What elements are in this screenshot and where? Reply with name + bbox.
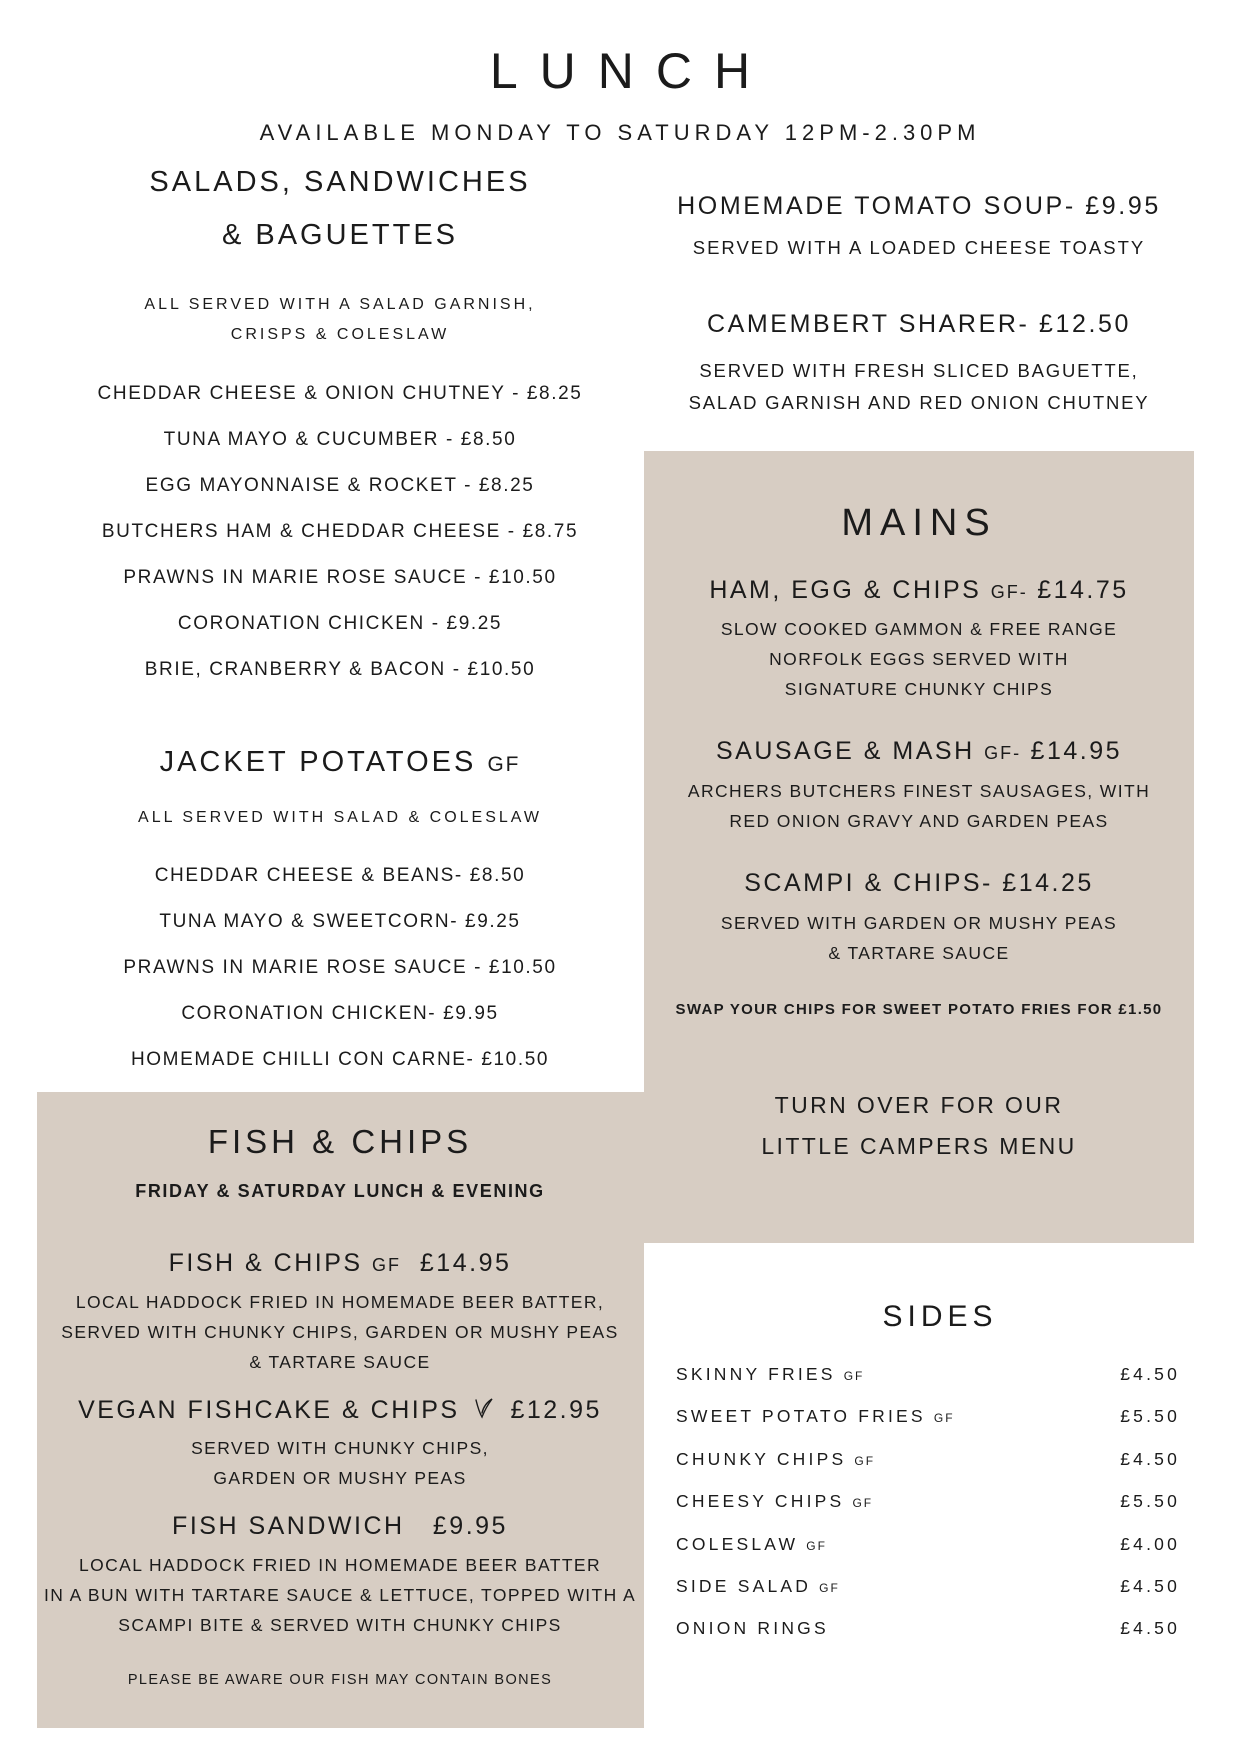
- main-dish-name: SAUSAGE & MASH: [715, 737, 975, 765]
- desc-line: ARCHERS BUTCHERS FINEST SAUSAGES, WITH: [687, 781, 1151, 801]
- sandwiches-note: [36, 290, 644, 351]
- jacket-heading: [36, 747, 644, 779]
- fish-dish-price: £14.95: [419, 1249, 512, 1277]
- desc-line: SCAMPI BITE & SERVED WITH CHUNKY CHIPS: [118, 1615, 562, 1636]
- gf-tag: GF-: [984, 743, 1022, 763]
- side-price: £4.50: [1120, 1618, 1180, 1638]
- main-dish-title: [644, 577, 1194, 605]
- sandwich-item: PRAWNS IN MARIE ROSE SAUCE - £10.50: [123, 567, 557, 588]
- desc-line: GARDEN OR MUSHY PEAS: [213, 1468, 467, 1489]
- jacket-item: HOMEMADE CHILLI CON CARNE- £10.50: [130, 1049, 550, 1070]
- fish-dish-title: [36, 1250, 644, 1278]
- side-item: [676, 1576, 1180, 1597]
- fish-dish-title: [36, 1396, 644, 1427]
- side-item: [676, 1364, 1180, 1385]
- main-dish-title: [644, 870, 1194, 898]
- side-item: [676, 1618, 1180, 1639]
- bones-note: PLEASE BE AWARE OUR FISH MAY CONTAIN BONES: [127, 1672, 553, 1688]
- main-dish-desc: [644, 614, 1194, 704]
- desc-line: SLOW COOKED GAMMON & FREE RANGE: [720, 619, 1118, 639]
- gf-tag: GF: [852, 1496, 874, 1510]
- fish-availability: FRIDAY & SATURDAY LUNCH & EVENING: [135, 1181, 545, 1201]
- availability-text: AVAILABLE MONDAY TO SATURDAY 12PM-2.30PM: [259, 120, 981, 145]
- side-name: SWEET POTATO FRIES: [676, 1406, 926, 1426]
- fish-dish-title: [36, 1513, 644, 1541]
- main-dish-price: £14.75: [1037, 576, 1129, 604]
- gf-tag: GF: [854, 1454, 876, 1468]
- fish-dish-price: £12.95: [510, 1395, 602, 1424]
- jacket-item: PRAWNS IN MARIE ROSE SAUCE - £10.50: [123, 957, 557, 978]
- fish-dish-name: FISH & CHIPS: [168, 1249, 363, 1277]
- gf-tag: GF: [372, 1255, 401, 1275]
- side-price: £4.00: [1120, 1534, 1180, 1554]
- gf-tag: GF: [933, 1411, 955, 1425]
- side-name: SKINNY FRIES: [676, 1364, 836, 1384]
- desc-line: LOCAL HADDOCK FRIED IN HOMEMADE BEER BATTER,: [75, 1292, 605, 1312]
- desc-line: NORFOLK EGGS SERVED WITH: [769, 649, 1069, 670]
- desc-line: LOCAL HADDOCK FRIED IN HOMEMADE BEER BATTER: [78, 1555, 602, 1575]
- gf-tag: GF: [819, 1581, 840, 1595]
- camembert-desc-line1: SERVED WITH FRESH SLICED BAGUETTE,: [699, 360, 1139, 381]
- desc-line: SERVED WITH GARDEN OR MUSHY PEAS: [720, 913, 1118, 933]
- jacket-item: TUNA MAYO & SWEETCORN- £9.25: [159, 911, 521, 932]
- sandwich-item: BRIE, CRANBERRY & BACON - £10.50: [144, 659, 536, 680]
- desc-line: & TARTARE SAUCE: [828, 943, 1010, 964]
- soup-title: HOMEMADE TOMATO SOUP- £9.95: [677, 192, 1161, 220]
- side-name: COLESLAW: [676, 1534, 799, 1554]
- side-item: [676, 1534, 1180, 1555]
- gf-tag: GF: [843, 1369, 865, 1383]
- sandwich-item: CHEDDAR CHEESE & ONION CHUTNEY - £8.25: [97, 383, 583, 404]
- swap-note: SWAP YOUR CHIPS FOR SWEET POTATO FRIES FOR £1.50: [675, 1001, 1163, 1018]
- fish-dish-desc: [36, 1433, 644, 1493]
- fish-heading: FISH & CHIPS: [207, 1123, 473, 1160]
- side-name: ONION RINGS: [676, 1618, 829, 1638]
- gf-tag: GF: [487, 753, 521, 776]
- main-dish-name: SCAMPI & CHIPS- £14.25: [744, 869, 1094, 897]
- fish-dish-desc: [36, 1287, 644, 1377]
- sandwiches-note-line2: CRISPS & COLESLAW: [230, 326, 450, 344]
- page-title: LUNCH: [489, 43, 773, 99]
- main-dish-name: HAM, EGG & CHIPS: [709, 576, 982, 604]
- camembert-desc-line2: SALAD GARNISH AND RED ONION CHUTNEY: [688, 392, 1150, 414]
- main-dish-desc: [644, 908, 1194, 968]
- sandwiches-heading-line1: SALADS, SANDWICHES: [149, 166, 531, 198]
- sandwich-item: EGG MAYONNAISE & ROCKET - £8.25: [145, 475, 535, 496]
- turn-over-line1: TURN OVER FOR OUR: [774, 1092, 1064, 1118]
- soup-desc: SERVED WITH A LOADED CHEESE TOASTY: [692, 237, 1146, 258]
- desc-line: SERVED WITH CHUNKY CHIPS,: [191, 1438, 489, 1458]
- jacket-note: ALL SERVED WITH SALAD & COLESLAW: [138, 809, 542, 826]
- desc-line: SIGNATURE CHUNKY CHIPS: [784, 679, 1054, 700]
- jacket-item: CORONATION CHICKEN- £9.95: [181, 1003, 499, 1024]
- main-dish-desc: [644, 776, 1194, 836]
- desc-line: SERVED WITH CHUNKY CHIPS, GARDEN OR MUSHY PEAS: [61, 1322, 619, 1343]
- sandwich-item: CORONATION CHICKEN - £9.25: [177, 613, 503, 634]
- sandwiches-heading-line2: & BAGUETTES: [221, 219, 459, 251]
- sides-heading: SIDES: [882, 1300, 998, 1333]
- desc-line: RED ONION GRAVY AND GARDEN PEAS: [729, 811, 1109, 832]
- main-dish-title: [644, 738, 1194, 766]
- mains-heading: MAINS: [841, 502, 997, 544]
- sandwich-item: BUTCHERS HAM & CHEDDAR CHEESE - £8.75: [101, 521, 579, 542]
- fish-dish-price: £9.95: [432, 1512, 508, 1540]
- camembert-desc: [644, 355, 1194, 420]
- gf-tag: GF: [806, 1539, 827, 1553]
- sandwich-item: TUNA MAYO & CUCUMBER - £8.50: [163, 429, 517, 450]
- side-price: £4.50: [1120, 1449, 1180, 1469]
- side-name: SIDE SALAD: [676, 1576, 812, 1596]
- camembert-title: CAMEMBERT SHARER- £12.50: [706, 310, 1132, 338]
- side-item: [676, 1449, 1180, 1470]
- jacket-item: CHEDDAR CHEESE & BEANS- £8.50: [154, 865, 526, 886]
- desc-line: IN A BUN WITH TARTARE SAUCE & LETTUCE, TOPPED WITH A: [43, 1585, 637, 1606]
- fish-dish-name: VEGAN FISHCAKE & CHIPS: [78, 1395, 460, 1424]
- turn-over-note: [644, 1085, 1194, 1167]
- vegan-leaf-icon: [473, 1396, 495, 1427]
- side-price: £4.50: [1120, 1576, 1180, 1596]
- side-name: CHUNKY CHIPS: [676, 1449, 847, 1469]
- gf-tag: GF-: [990, 582, 1028, 602]
- side-item: [676, 1406, 1180, 1427]
- sandwiches-note-line1: ALL SERVED WITH A SALAD GARNISH,: [144, 296, 536, 313]
- desc-line: & TARTARE SAUCE: [249, 1352, 431, 1373]
- fish-dish-desc: [36, 1550, 644, 1640]
- turn-over-line2: LITTLE CAMPERS MENU: [761, 1132, 1077, 1159]
- fish-dish-name: FISH SANDWICH: [172, 1512, 405, 1540]
- side-name: CHEESY CHIPS: [676, 1491, 845, 1511]
- jacket-heading-text: JACKET POTATOES: [159, 746, 477, 778]
- side-item: [676, 1491, 1180, 1512]
- side-price: £5.50: [1120, 1491, 1180, 1511]
- main-dish-price: £14.95: [1030, 737, 1123, 765]
- side-price: £5.50: [1120, 1406, 1180, 1426]
- side-price: £4.50: [1120, 1364, 1180, 1384]
